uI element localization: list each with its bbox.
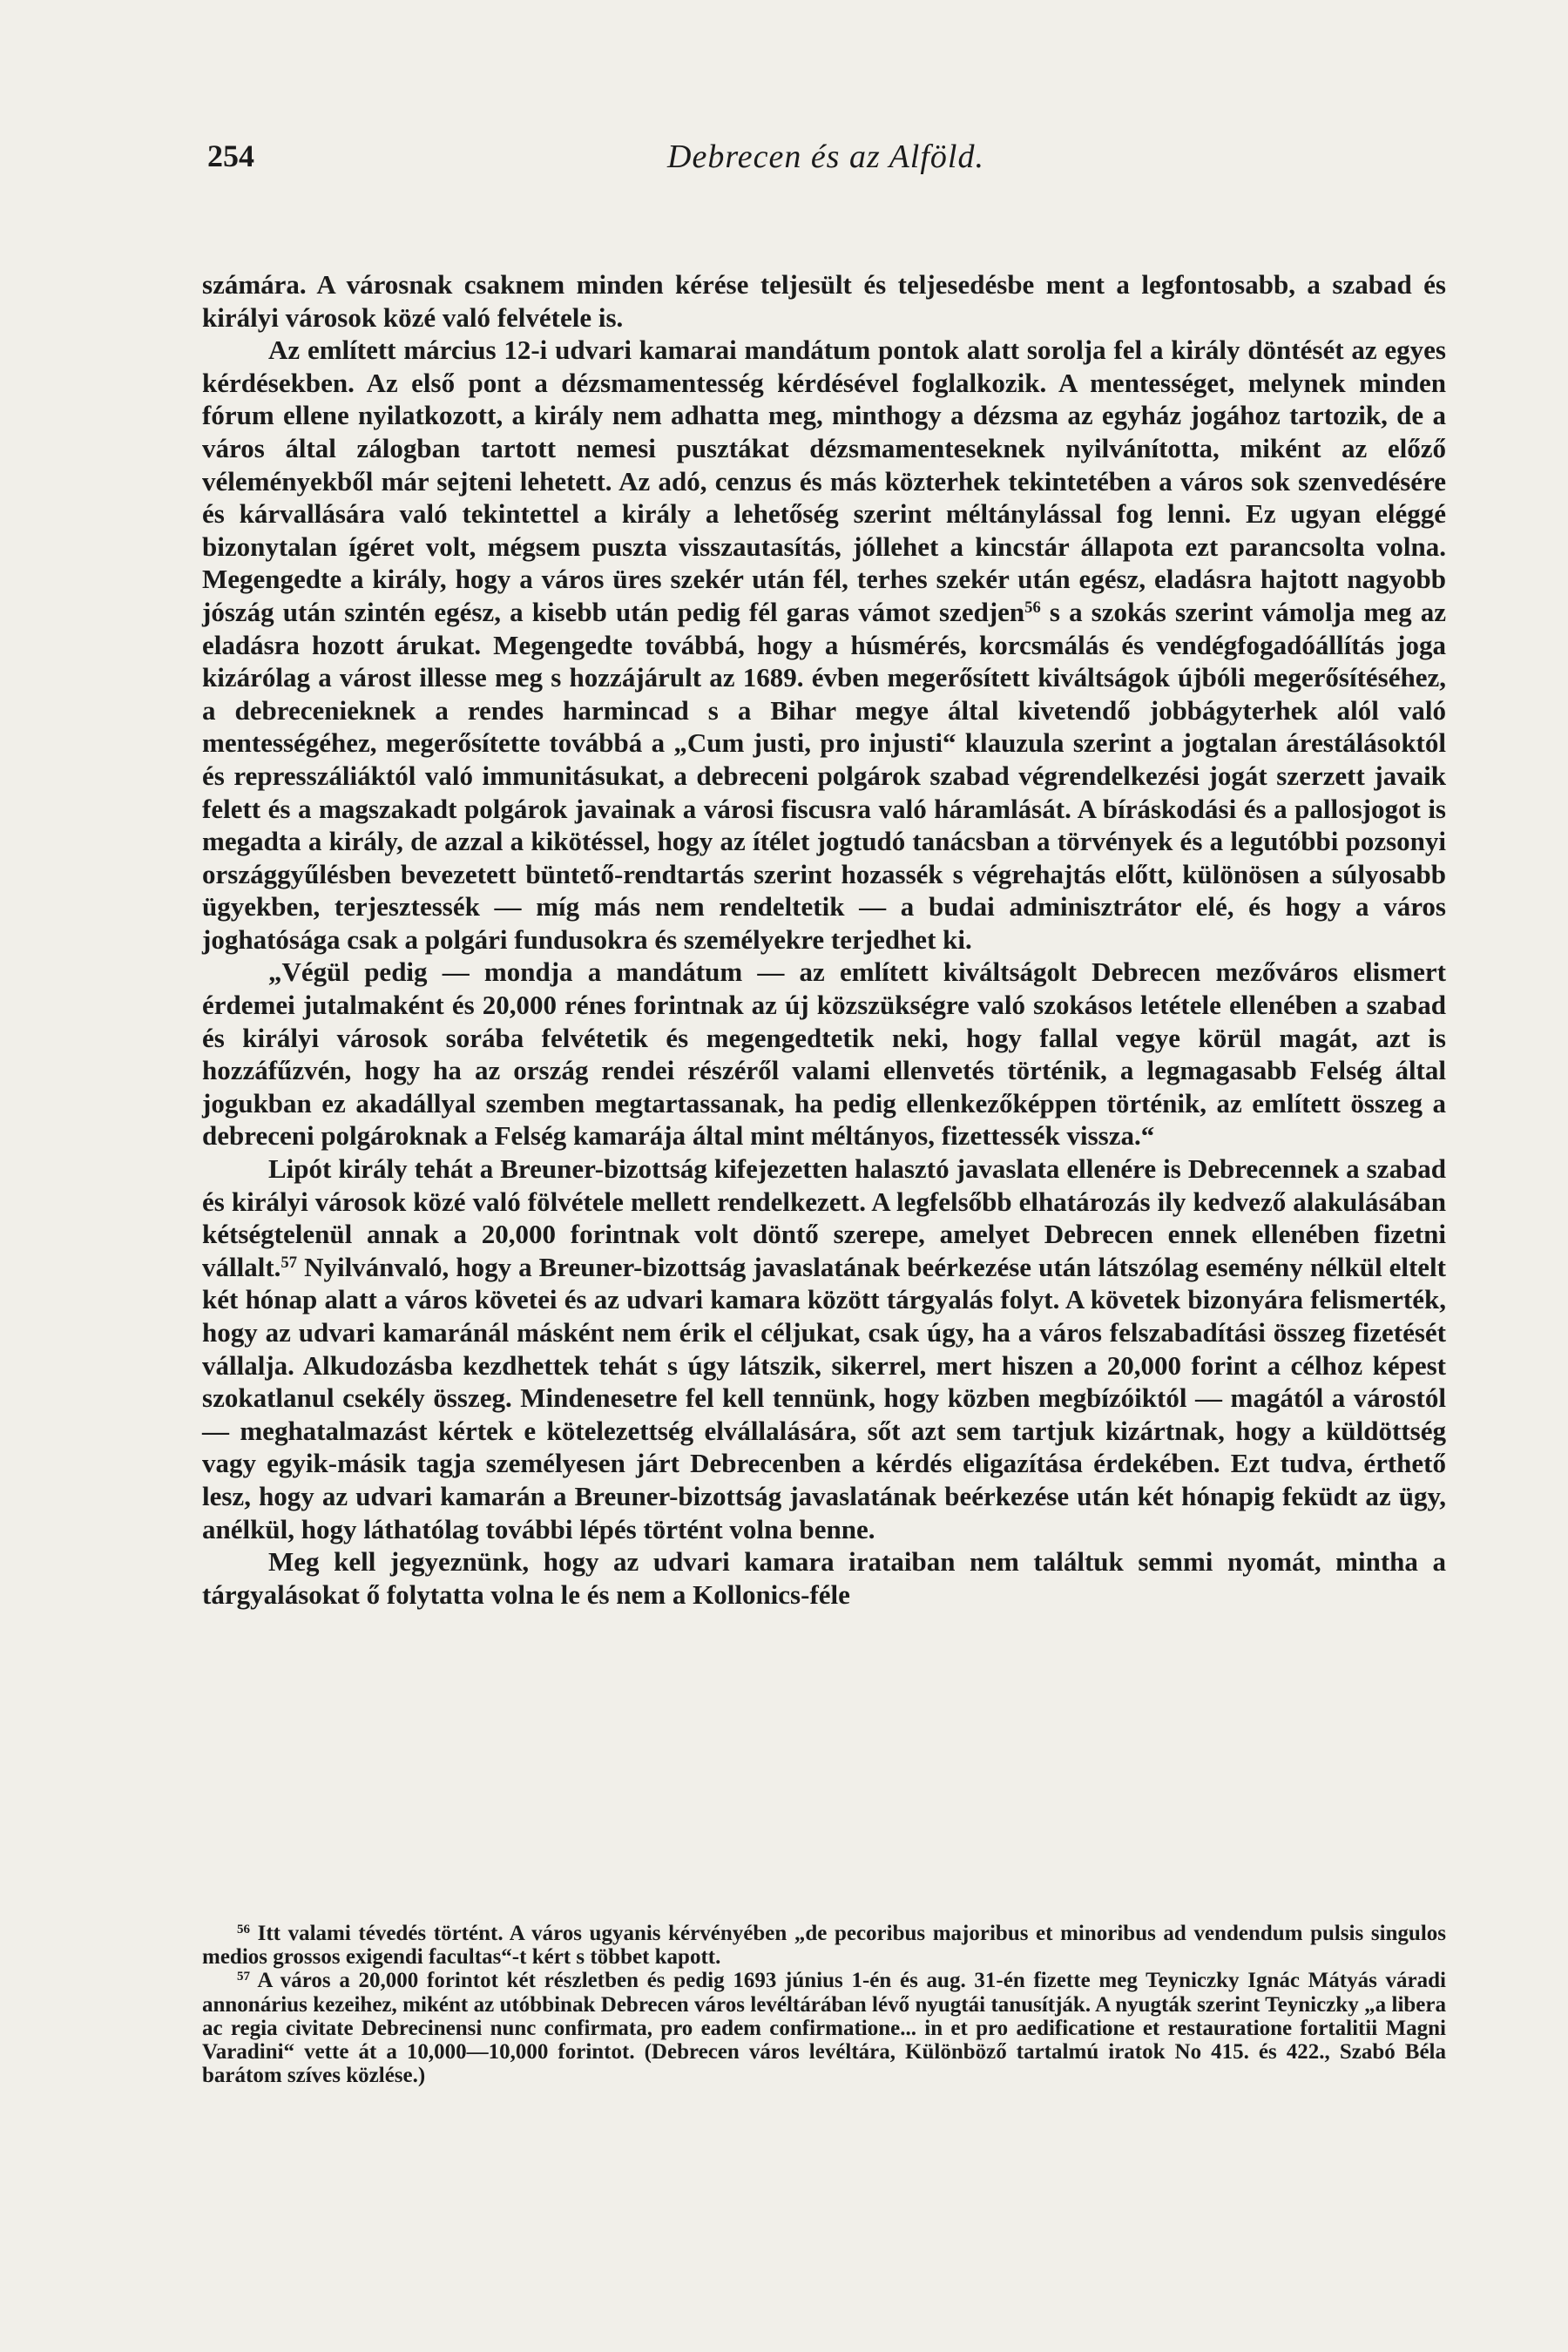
footnote-ref-56: 56 [1024, 598, 1041, 617]
footnote-number: 56 [237, 1922, 250, 1936]
footnotes [202, 1922, 1446, 2087]
page-number: 254 [207, 139, 254, 173]
footnote-57: $^{57}$ A város a 20,000 forintot két részletben és pedig 1693 június 1-én és aug. 31-én fizette meg Teyniczky Ignác Mátyás váradi annonárius kezeihez, miként az utóbbinak Debrecen város levéltárában lévő nyugtái tanusítják. A nyugták szerint Teyniczky „a libera ac regia civitate Debrecinensi nunc confirmata, pro eadem confirmatione... in et pro aedificatione et restauratione fortalitii Magni Varadini“ vette át a 10,000—10,000 forintot. (Debrecen város levéltára, Különböző tartalmú iratok No 415. és 422., Szabó Béla barátom szíves közlése.) [202, 1969, 1446, 2088]
running-title: Debrecen és az Alföld. [667, 139, 984, 175]
paragraph-1: számára. A városnak csaknem minden kérése teljesült és teljesedésbe ment a legfontosabb, a szabad és királyi városok közé való felvétele is. [202, 269, 1446, 333]
paragraph-4: Lipót király tehát a Breuner-bizottság kifejezetten halasztó javaslata ellenére is Debrecennek a szabad és királyi városok közé való fölvétele mellett rendelkezett. A legfelsőbb elhatározás ily kedvező alakulásában kétségtelenül annak a 20,000 forintnak volt döntő szerepe, amelyet Debrecen ennek ellenében fizetni vállalt.$^{57}$ Nyilvánvaló, hogy a Breuner-bizottság javaslatának beérkezése után látszólag esemény nélkül eltelt két hónap alatt a város követei és az udvari kamara között tárgyalás folyt. A követek bizonyára felismerték, hogy az udvari kamaránál másként nem érik el céljukat, csak úgy, ha a város felszabadítási összeg fizetését vállalja. Alkudozásba kezdhettek tehát s úgy látszik, sikerrel, mert hiszen a 20,000 forint a célhoz képest szokatlanul csekély összeg. Mindenesetre fel kell tennünk, hogy közben megbízóiktól — magától a várostól — meghatalmazást kértek e kötelezettség elvállalására, sőt azt sem tartjuk kizártnak, hogy a küldöttség vagy egyik-másik tagja személyesen járt Debrecenben a kérdés eligazítása érdekében. Ezt tudva, érthető lesz, hogy az udvari kamarán a Breuner-bizottság javaslatának beérkezése után két hónapig feküdt az ügy, anélkül, hogy láthatólag további lépés történt volna benne. [202, 1153, 1446, 1544]
paragraph-5: Meg kell jegyeznünk, hogy az udvari kamara irataiban nem találtuk semmi nyomát, mintha a tárgyalásokat ő folytatta volna le és nem a Kollonics-féle [202, 1546, 1446, 1610]
footnote-number: 57 [237, 1970, 250, 1984]
main-text [202, 268, 1446, 1611]
footnote-56: $^{56}$ Itt valami tévedés történt. A város ugyanis kérvényében „de pecoribus majoribus et minoribus ad vendendum pulsis singulos medios grossos exigendi facultas“-t kért s többet kapott. [202, 1922, 1446, 1970]
paragraph-2: Az említett március 12-i udvari kamarai mandátum pontok alatt sorolja fel a király döntését az egyes kérdésekben. Az első pont a dézsmamentesség kérdésével foglalkozik. A mentességet, melynek minden fórum ellene nyilatkozott, a király nem adhatta meg, minthogy a dézsma az egyház jogához tartozik, de a város által zálogban tartott nemesi pusztákat dézsmamenteseknek nyilvánította, miként az előző véleményekből már sejteni lehetett. Az adó, cenzus és más közterhek tekintetében a város sok szenvedésére és kárvallására való tekintettel a király a lehetőség szerint méltánylással fog lenni. Ez ugyan eléggé bizonytalan ígéret volt, mégsem puszta visszautasítás, jóllehet a kincstár állapota ezt parancsolta volna. Megengedte a király, hogy a város üres szekér után fél, terhes szekér után egész, eladásra hajtott nagyobb jószág után szintén egész, a kisebb után pedig fél garas vámot szedjen$^{56}$ s a szokás szerint vámolja meg az eladásra hozott árukat. Megengedte továbbá, hogy a húsmérés, korcsmálás és vendégfogadóállítás joga kizárólag a várost illesse meg s hozzájárult az 1689. évben megerősített kiváltságok újbóli megerősítéséhez, a debrecenieknek a rendes harmincad s a Bihar megye által kivetendő jobbágyterhek alól való mentességéhez, megerősítette továbbá a „Cum justi, pro injusti“ klauzula szerint a jogtalan árestálásoktól és represszáliáktól való immunitásukat, a debreceni polgárok szabad végrendelkezési jogát szerzett javaik felett és a magszakadt polgárok javainak a városi fiscusra való háramlását. A bíráskodási és a pallosjogot is megadta a király, de azzal a kikötéssel, hogy az ítélet jogtudó tanácsban a törvények és a legutóbbi pozsonyi országgyűlésben bevezetett büntető-rendtartás szerint hozassék s végrehajtás előtt, különösen a súlyosabb ügyekben, terjesztessék — míg más nem rendeltetik — a budai adminisztrátor elé, és hogy a város joghatósága csak a polgári fundusokra és személyekre terjedhet ki. [202, 335, 1447, 955]
paragraph-3: „Végül pedig — mondja a mandátum — az említett kiváltságolt Debrecen mezőváros elismert érdemei jutalmaként és 20,000 rénes forintnak az új közszükségre való szokásos letétele ellenében a szabad és királyi városok sorába felvétetik és megengedtetik neki, hogy fallal vegye körül magát, azt is hozzáfűzvén, hogy ha az ország rendei részéről valami ellenvetés történik, a legmagasabb Felség által jogukban ez akadállyal szemben megtartassanak, ha pedig ellenkezőképpen történik, az említett összeg a debreceni polgároknak a Felség kamarája által mint méltányos, fizettessék vissza.“ [202, 956, 1446, 1152]
page-header [207, 138, 1444, 181]
footnote-ref-57: 57 [280, 1253, 298, 1272]
